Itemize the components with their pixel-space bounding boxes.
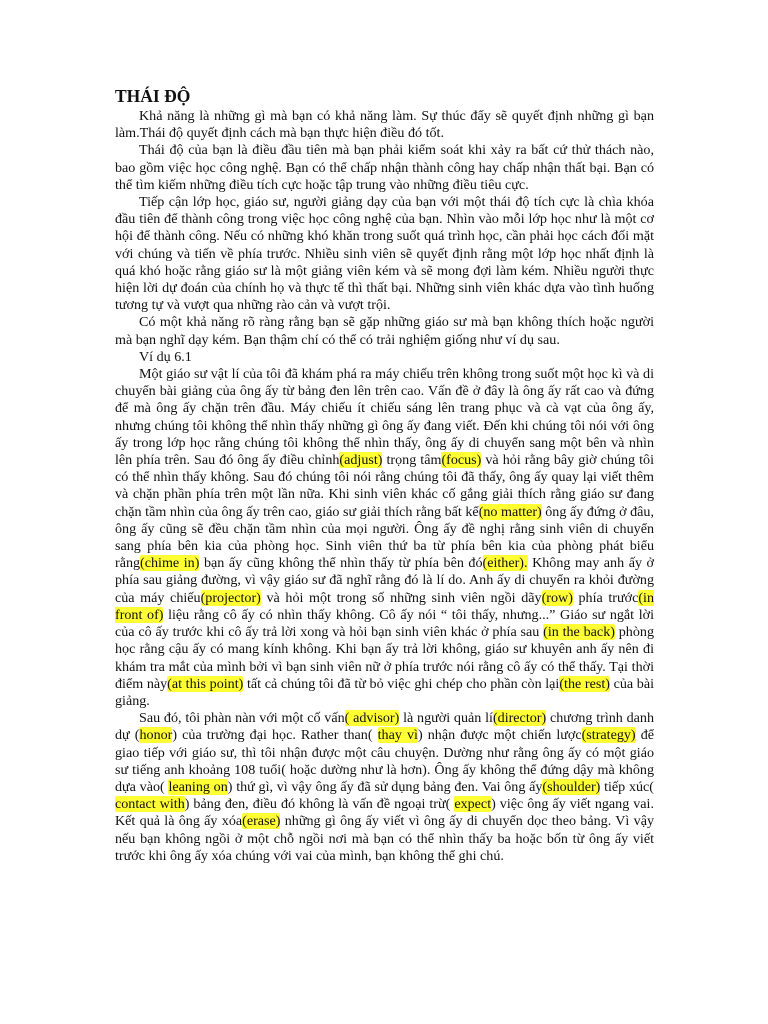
document-body: [115, 108, 654, 865]
highlighted-term: (the rest): [559, 675, 610, 692]
text-run: và hỏi rằng bây giờ chúng tôi có thể nhìn thấy không. Sau đó chúng tôi nói rằng chúng tôi đã thấy, ông ấy quay lại viết thêm và chặn phần phía trên một lần nữa. Khi sinh viên khác cố gắng giải thích rằng giáo sư đang chặn tầm nhìn của ông ấy trên cao, giáo sư giải thích rằng bất kể: [115, 452, 655, 520]
text-run: ) nhận được một chiến lược: [417, 727, 582, 744]
highlighted-term: (erase): [242, 813, 281, 830]
text-run: phía trước: [572, 589, 639, 606]
highlighted-term: leaning on: [168, 778, 228, 795]
highlighted-term: (either).: [482, 555, 528, 572]
highlighted-term: thay vì: [377, 727, 418, 744]
paragraph: [115, 710, 654, 865]
highlighted-term: (focus): [441, 452, 482, 469]
document-title: THÁI ĐỘ: [115, 86, 191, 106]
text-run: Không may anh ấy ở phía sau giảng đường, vì vậy giáo sư đã nghĩ rằng đó là lí do. Anh ấy di chuyển ra khỏi đường của máy chiếu: [115, 555, 654, 606]
text-run: của bài giảng.: [115, 675, 654, 709]
text-run: những gì ông ấy viết vì ông ấy di chuyển dọc theo bảng. Vì vậy nếu bạn không ngồi ở một chỗ ngồi nơi mà bạn có thể nhìn thấy ba hoặc bốn từ ông ấy viết trước khi ông ấy xóa chúng với vai của mình, bạn không thể ghi chú.: [115, 813, 654, 864]
highlighted-term: (in the back): [543, 624, 615, 641]
highlighted-term: ( advisor): [344, 710, 400, 727]
text-run: phòng học rằng cậu ấy có mang kính không. Khi bạn ấy trả lời không, giáo sư khuyên anh ấy nên đi khám tra mắt của mình bởi vì bạn sinh viên nữ ở phía trước nói rằng cô ấy có thể thấy. Tại thời điểm này: [115, 624, 654, 692]
highlighted-term: (chime in): [140, 555, 200, 572]
text-run: Ví dụ 6.1: [139, 348, 192, 365]
paragraph: [115, 142, 654, 194]
paragraph: [115, 194, 654, 314]
highlighted-term: (director): [492, 710, 547, 727]
text-run: Khả năng là những gì mà bạn có khả năng làm. Sự thúc đẩy sẽ quyết định những gì bạn làm.Thái độ quyết định cách mà bạn thực hiện điều đó tốt.: [115, 108, 654, 142]
paragraph: [115, 314, 654, 348]
text-run: Một giáo sư vật lí của tôi đã khám phá ra máy chiếu trên không trong suốt một học kì và di chuyển bài giảng của ông ấy từ bảng đen lên trên cao. Vấn đề ở đây là ông ấy rất cao và đứng để mà ông ấy chặn trên đầu. Máy chiếu ít chiếu sáng lên trang phục và cà vạt của ông ấy, nhưng chúng tôi không thể nhìn thấy những gì ông ấy đang viết. Đến khi chúng tôi nói với ông ấy trong lớp học rằng chúng tôi không thể nhìn thấy, ông ấy di chuyển sang một bên và nhìn lên phía trên. Sau đó ông ấy điều chỉnh: [115, 366, 654, 469]
text-run: bạn ấy cũng không thể nhìn thấy từ phía bên đó: [199, 555, 483, 572]
text-run: trọng tâm: [382, 452, 442, 469]
text-run: ông ấy đứng ở đâu, ông ấy cũng sẽ đều chặn tầm nhìn của mọi người. Ông ấy đề nghị rằng sinh viên di chuyển sang phía bên kia của phòng học. Sinh viên thứ ba từ phía bên kia của phòng phát biểu rằng: [115, 503, 654, 572]
text-run: ) bảng đen, điều đó không là vấn đề ngoại trừ(: [184, 796, 455, 813]
text-run: và hỏi một trong số những sinh viên ngồi dãy: [260, 589, 542, 606]
highlighted-term: honor: [139, 727, 173, 744]
text-run: ) của trường đại học. Rather than(: [172, 727, 378, 744]
text-run: để giao tiếp với giáo sư, thì tôi nhận được một câu chuyện. Dường như rằng ông ấy có một giáo sư tiếng anh khoảng 108 tuổi( hoặc dường như là hơn). Ông ấy không thể đứng dậy mà không dựa vào(: [115, 727, 655, 795]
highlighted-term: expect: [454, 796, 492, 813]
highlighted-term: (at this point): [167, 675, 244, 692]
paragraph: [115, 349, 654, 366]
text-run: liệu rằng cô ấy có nhìn thấy không. Cô ấy nói “ tôi thấy, nhưng...” Giáo sư ngắt lời của cô ấy trước khi cô ấy trả lời xong và hỏi bạn sinh viên khác ở phía sau: [115, 606, 654, 641]
text-run: Sau đó, tôi phàn nàn với một cố vấn: [139, 710, 345, 727]
text-run: Tiếp cận lớp học, giáo sư, người giảng dạy của bạn với một thái độ tích cực là chìa khóa đầu tiên để thành công trong việc học công nghệ của bạn. Nhìn vào mỗi lớp học như là một cơ hội để thành công. Nếu có những khó khăn trong suốt quá trình học, cần phải học cách đối mặt với chúng và tiến về phía trước. Nhiều sinh viên sẽ quyết định rằng một lớp học nhất định là quá khó hoặc rằng giáo sư là một giảng viên kém và sẽ mong đợi làm kém. Nhiều người thực hiện lời dự đoán của chính họ và thực tế thì thất bại. Những sinh viên khác dựa vào tình huống tương tự và vượt qua những rào cản và vượt trội.: [115, 194, 654, 314]
paragraph: [115, 366, 654, 710]
highlighted-term: (strategy): [581, 727, 636, 744]
text-run: ) việc ông ấy viết ngang vai. Kết quả là ông ấy xóa: [115, 796, 655, 830]
highlighted-term: (projector): [200, 589, 261, 606]
highlighted-term: (row): [541, 589, 573, 606]
text-run: tiếp xúc(: [600, 778, 654, 795]
highlighted-term: (shoulder): [542, 778, 601, 795]
text-run: tất cả chúng tôi đã từ bỏ việc ghi chép cho phần còn lại: [243, 675, 560, 692]
text-run: Có một khả năng rõ ràng rằng bạn sẽ gặp những giáo sư mà bạn không thích hoặc người mà bạn nghĩ dạy kém. Bạn thậm chí có thể có trải nghiệm giống như ví dụ sau.: [115, 314, 654, 348]
highlighted-term: (adjust): [339, 452, 383, 469]
text-run: chương trình danh dự (: [115, 710, 655, 744]
text-run: Thái độ của bạn là điều đầu tiên mà bạn phải kiểm soát khi xảy ra bất cứ thử thách nào, bao gồm việc học công nghệ. Bạn có thể chấp nhận thành công hay chấp nhận thất bại. Bạn có thể tìm kiếm những điều tích cực hoặc tập trung vào những điều tiêu cực.: [115, 142, 654, 193]
text-run: là người quản lí: [399, 710, 493, 727]
highlighted-term: contact with: [115, 796, 185, 813]
paragraph: [115, 108, 654, 142]
text-run: ) thứ gì, vì vậy ông ấy đã sử dụng bảng đen. Vai ông ấy: [227, 778, 543, 795]
highlighted-term: (in front of): [115, 589, 655, 623]
highlighted-term: (no matter): [478, 503, 542, 520]
